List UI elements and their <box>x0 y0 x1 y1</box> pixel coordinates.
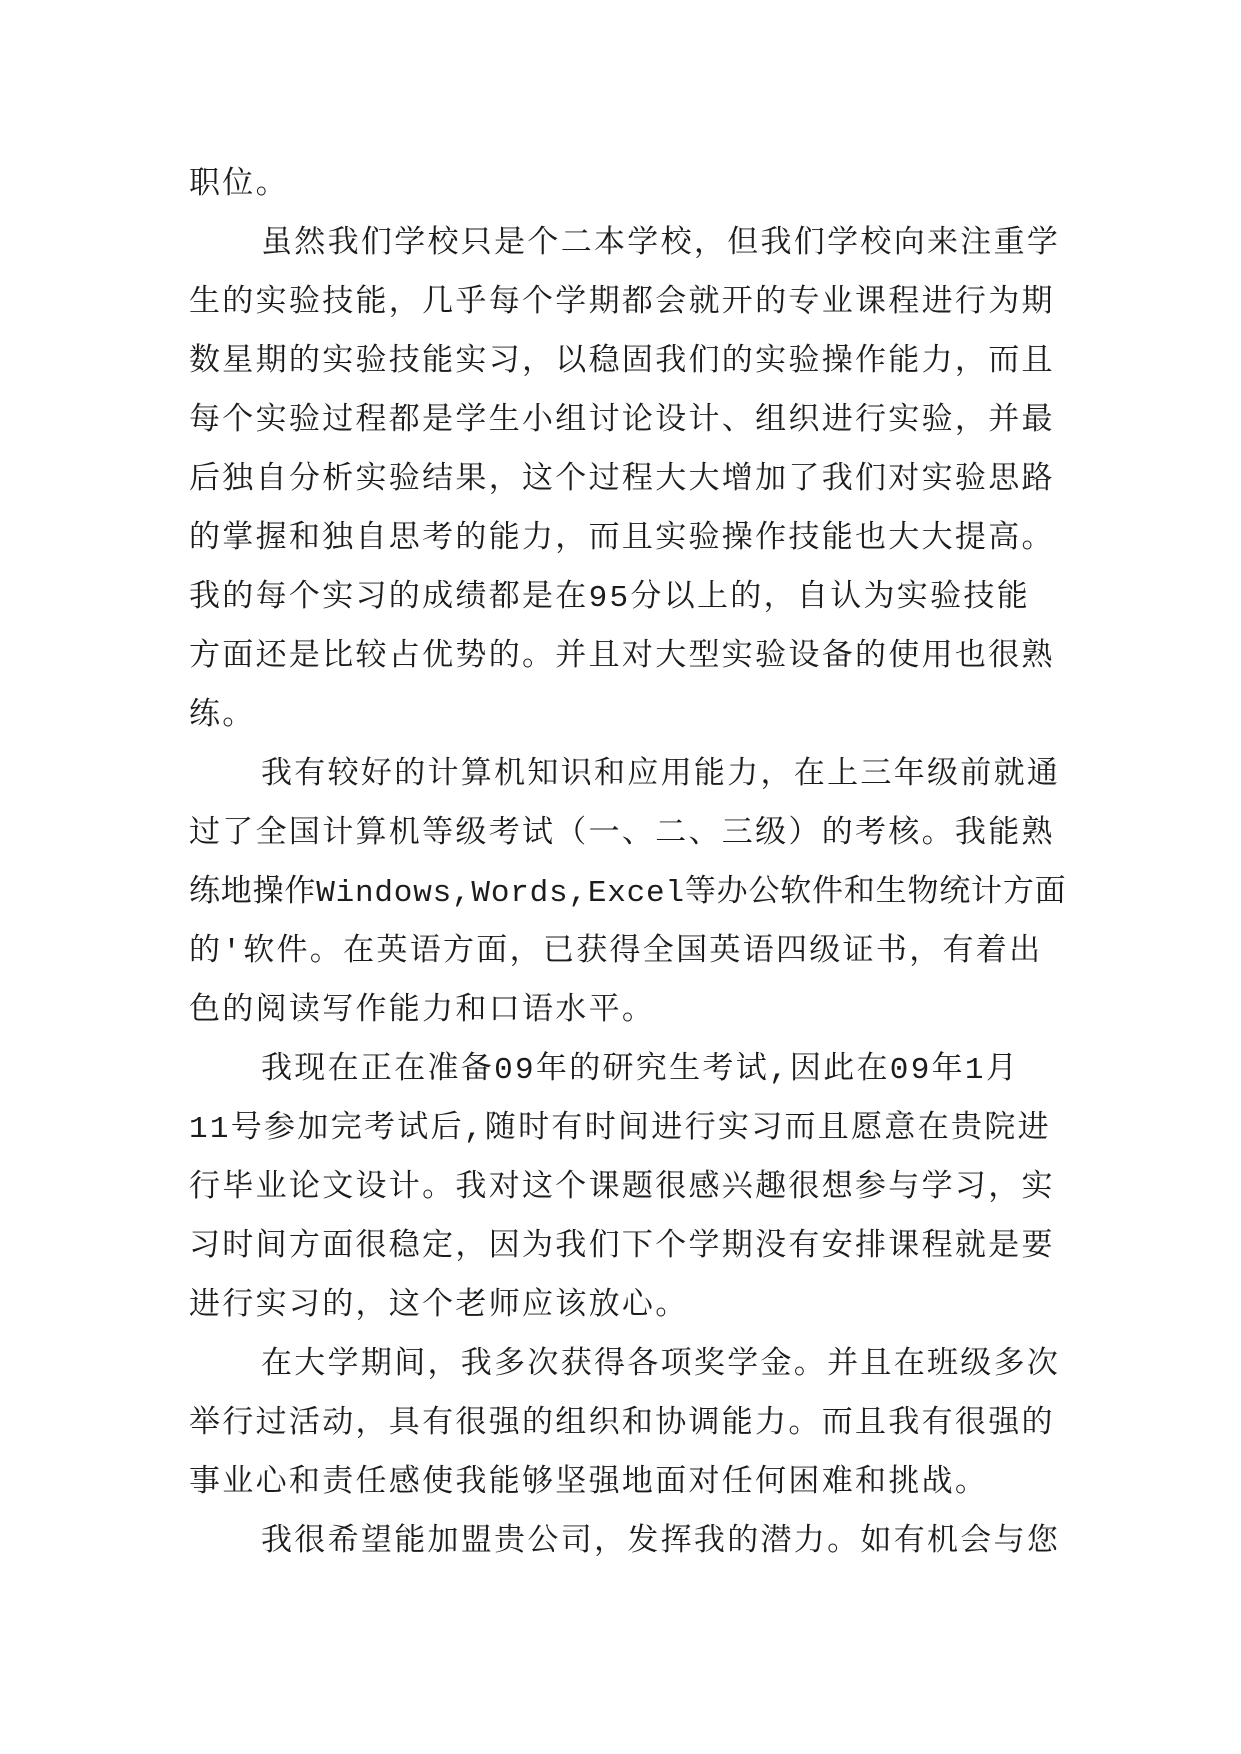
text-line: 举行过活动，具有很强的组织和协调能力。而且我有很强的 <box>189 1407 1055 1442</box>
text-line: 职位。 <box>189 168 289 203</box>
paragraph-continued <box>189 156 1109 215</box>
text-line: 色的阅读写作能力和口语水平。 <box>189 994 656 1029</box>
text-line: 我很希望能加盟贵公司，发挥我的潜力。如有机会与您 <box>261 1525 1061 1560</box>
text-line: 练。 <box>189 699 256 734</box>
text-line: 事业心和责任感使我能够坚强地面对任何困难和挑战。 <box>189 1466 989 1501</box>
text-line: 生的实验技能，几乎每个学期都会就开的专业课程进行为期 <box>189 286 1055 321</box>
text-line: 过了全国计算机等级考试（一、二、三级）的考核。我能熟 <box>189 817 1055 852</box>
paragraph-achievements <box>189 1336 1109 1513</box>
paragraph-lab-skills <box>189 215 1109 746</box>
text-line: 的掌握和独自思考的能力，而且实验操作技能也大大提高。 <box>189 522 1055 557</box>
text-line: 习时间方面很稳定，因为我们下个学期没有安排课程就是要 <box>189 1230 1055 1265</box>
text-line: 后独自分析实验结果，这个过程大大增加了我们对实验思路 <box>189 463 1055 498</box>
text-line: 11号参加完考试后,随时有时间进行实习而且愿意在贵院进 <box>189 1112 1051 1147</box>
paragraph-availability <box>189 1041 1109 1336</box>
text-line: 行毕业论文设计。我对这个课题很感兴趣很想参与学习，实 <box>189 1171 1055 1206</box>
text-line: 方面还是比较占优势的。并且对大型实验设备的使用也很熟 <box>189 640 1055 675</box>
text-line: 进行实习的，这个老师应该放心。 <box>189 1289 689 1324</box>
paragraph-computer-skills <box>189 746 1109 1041</box>
text-line: 在大学期间，我多次获得各项奖学金。并且在班级多次 <box>261 1348 1061 1383</box>
text-line: 的'软件。在英语方面，已获得全国英语四级证书，有着出 <box>189 935 1043 970</box>
text-line: 虽然我们学校只是个二本学校，但我们学校向来注重学 <box>261 227 1061 262</box>
text-line: 练地操作Windows,Words,Excel等办公软件和生物统计方面 <box>189 876 1067 911</box>
text-line: 我有较好的计算机知识和应用能力，在上三年级前就通 <box>261 758 1061 793</box>
text-line: 数星期的实验技能实习，以稳固我们的实验操作能力，而且 <box>189 345 1055 380</box>
paragraph-closing <box>189 1513 1109 1572</box>
text-line: 每个实验过程都是学生小组讨论设计、组织进行实验，并最 <box>189 404 1055 439</box>
text-line: 我现在正在准备09年的研究生考试,因此在09年1月 <box>261 1053 1020 1088</box>
document-body <box>189 156 1109 1572</box>
text-line: 我的每个实习的成绩都是在95分以上的，自认为实验技能 <box>189 581 1031 616</box>
